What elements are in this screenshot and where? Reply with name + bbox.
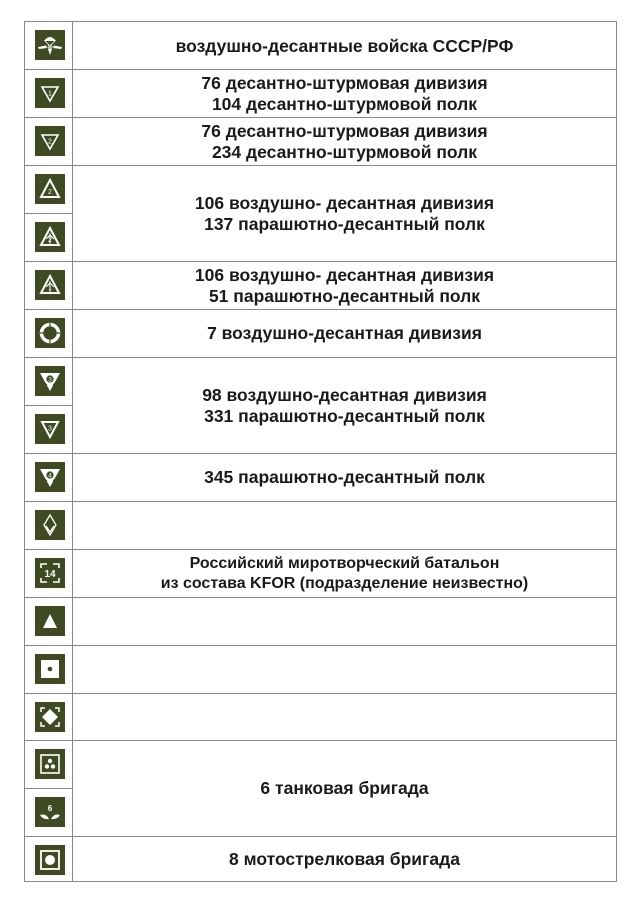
row-line: 76 десантно-штурмовая дивизия (201, 120, 488, 141)
inverted-triangle-3-notched-icon (35, 366, 65, 396)
row-line: воздушно-десантные войска СССР/РФ (175, 35, 514, 56)
svg-text:3: 3 (48, 425, 52, 433)
row-description (73, 837, 616, 882)
legend-row (25, 69, 616, 117)
diamond-chevron-icon (35, 510, 65, 540)
row-line: 345 парашютно-десантный полк (204, 467, 485, 487)
row-line: 234 десантно-штурмовой полк (211, 141, 478, 162)
square-three-dots-icon (35, 749, 65, 779)
row-description (73, 118, 616, 165)
square-circle-icon (35, 845, 65, 875)
row-description (73, 70, 616, 117)
ring-crosshair-icon (35, 318, 65, 348)
legend-row (25, 549, 616, 597)
row-line: 51 парашютно-десантный полк (208, 285, 481, 306)
legend-row (25, 165, 616, 261)
row-description (73, 358, 616, 453)
row-line: 76 десантно-штурмовая дивизия (201, 72, 488, 93)
row-line: 6 танковая бригада (260, 778, 429, 798)
svg-text:3: 3 (48, 376, 52, 384)
row-description (73, 310, 616, 357)
legend-row (25, 22, 616, 70)
square-dot-icon (35, 654, 65, 684)
row-line: Российский миротворческий батальон (189, 554, 500, 572)
row-description (73, 262, 616, 309)
legend-row (25, 645, 616, 693)
vdv-parachute-emblem-icon (35, 30, 65, 60)
leaves-6-icon (35, 797, 65, 827)
icon-column (25, 22, 73, 70)
inverted-triangle-2-icon (35, 126, 65, 156)
legend-row (25, 453, 616, 501)
row-description (73, 646, 616, 693)
svg-text:4: 4 (48, 472, 52, 480)
row-description (73, 22, 616, 70)
row-description (73, 550, 616, 597)
triangle-2-tree-icon (35, 222, 65, 252)
legend-row (25, 261, 616, 309)
bracket-14-icon (35, 558, 65, 588)
legend-row (25, 309, 616, 357)
legend-table (24, 21, 617, 882)
triangle-1-tree-icon (35, 270, 65, 300)
inverted-triangle-1-icon (35, 78, 65, 108)
legend-row (25, 693, 616, 740)
row-line: 331 парашютно-десантный полк (204, 405, 485, 426)
solid-triangle-icon (35, 606, 65, 636)
row-description (73, 741, 616, 836)
svg-text:6: 6 (47, 804, 53, 813)
svg-text:2: 2 (48, 189, 52, 196)
legend-row (25, 117, 616, 165)
legend-row (25, 501, 616, 549)
row-description (73, 694, 616, 740)
svg-text:2: 2 (48, 237, 52, 244)
inverted-triangle-3-icon (35, 414, 65, 444)
row-description (73, 598, 616, 645)
row-line: 7 воздушно-десантная дивизия (207, 323, 482, 343)
row-line: 106 воздушно- десантная дивизия (194, 192, 495, 213)
legend-row (25, 836, 616, 882)
svg-text:2: 2 (48, 138, 52, 146)
row-line: 137 парашютно-десантный полк (204, 213, 485, 234)
row-description (73, 454, 616, 501)
row-line: 98 воздушно-десантная дивизия (202, 384, 487, 405)
legend-row (25, 597, 616, 645)
triangle-2-icon (35, 174, 65, 204)
bracket-diamond-icon (35, 702, 65, 732)
svg-text:1: 1 (48, 90, 52, 98)
svg-text:14: 14 (44, 569, 56, 580)
svg-text:1: 1 (48, 285, 52, 292)
row-line: 104 десантно-штурмовой полк (211, 93, 478, 114)
row-description (73, 166, 616, 261)
legend-row (25, 357, 616, 453)
inverted-triangle-4-notched-icon (35, 462, 65, 492)
legend-row (25, 740, 616, 836)
row-line: из состава KFOR (подразделение неизвестно) (160, 574, 529, 592)
row-line: 106 воздушно- десантная дивизия (194, 264, 495, 285)
row-line: 8 мотострелковая бригада (229, 849, 460, 869)
row-description (73, 502, 616, 549)
